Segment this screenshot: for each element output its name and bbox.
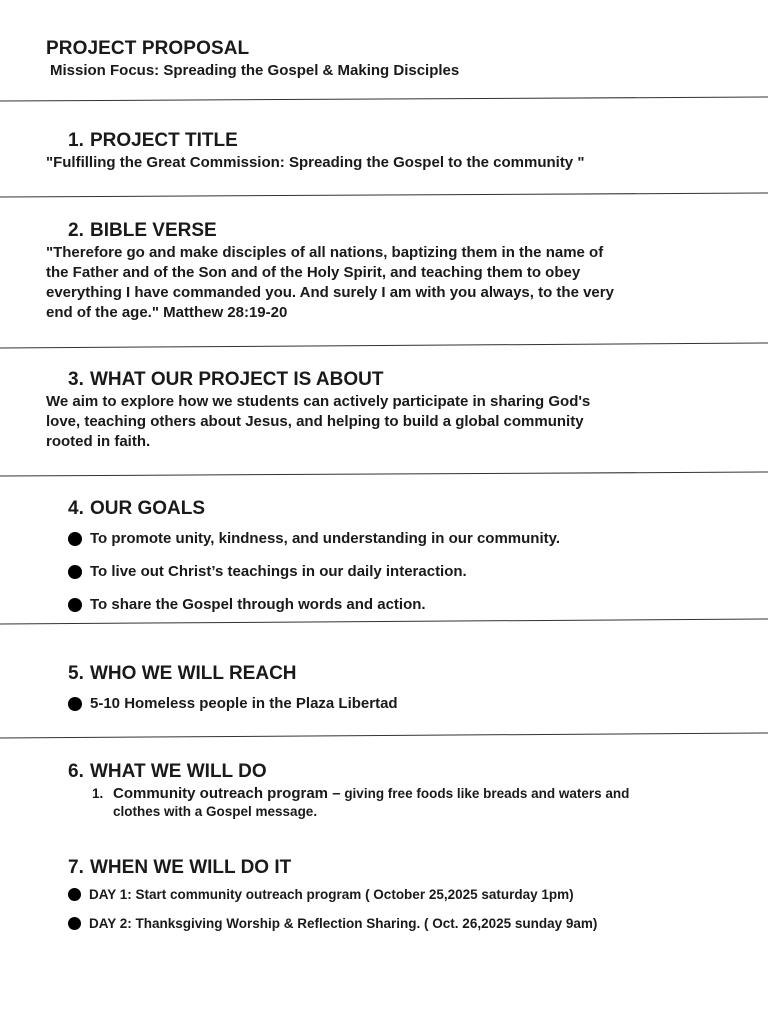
list-item bbox=[68, 563, 467, 580]
section-number: 2. bbox=[68, 220, 84, 241]
section-heading-who-we-reach bbox=[68, 663, 297, 685]
bullet-dot-icon bbox=[68, 888, 81, 901]
section-heading-label: OUR GOALS bbox=[90, 498, 206, 519]
section-divider bbox=[0, 618, 768, 626]
section-number: 3. bbox=[68, 369, 84, 390]
bullet-dot-icon bbox=[68, 917, 81, 930]
bullet-dot-icon bbox=[68, 598, 82, 612]
section-divider bbox=[0, 342, 768, 350]
text-line: love, teaching others about Jesus, and helping to build a global community bbox=[46, 413, 584, 430]
section-divider bbox=[0, 471, 768, 479]
document-title: PROJECT PROPOSAL bbox=[46, 38, 250, 59]
list-item bbox=[68, 530, 560, 547]
section-heading-bible-verse bbox=[68, 220, 217, 242]
text-line: We aim to explore how we students can actively participate in sharing God's bbox=[46, 393, 591, 410]
list-item-text: DAY 2: Thanksgiving Worship & Reflection Sharing. ( Oct. 26,2025 sunday 9am) bbox=[89, 916, 598, 931]
section-number: 7. bbox=[68, 857, 84, 878]
list-item bbox=[68, 887, 574, 902]
item-detail: giving free foods like breads and waters and bbox=[344, 786, 630, 801]
section-number: 6. bbox=[68, 761, 84, 782]
item-label: Community outreach program – bbox=[113, 785, 341, 802]
list-item-text: 5-10 Homeless people in the Plaza Libertad bbox=[90, 695, 398, 712]
text-line: end of the age." Matthew 28:19-20 bbox=[46, 304, 288, 321]
item-detail-continued: clothes with a Gospel message. bbox=[113, 804, 318, 819]
bullet-dot-icon bbox=[68, 565, 82, 579]
section-heading-our-goals bbox=[68, 498, 205, 520]
section-heading-when-we-do-it bbox=[68, 857, 291, 879]
list-item-text: To live out Christ’s teachings in our daily interaction. bbox=[90, 563, 467, 580]
section-number: 5. bbox=[68, 663, 84, 684]
section-heading-label: WHAT OUR PROJECT IS ABOUT bbox=[90, 369, 384, 390]
bullet-dot-icon bbox=[68, 532, 82, 546]
section-heading-project-about bbox=[68, 369, 383, 391]
text-line: "Therefore go and make disciples of all nations, baptizing them in the name of bbox=[46, 244, 604, 261]
section-number: 1. bbox=[68, 130, 84, 151]
text-line: the Father and of the Son and of the Holy Spirit, and teaching them to obey bbox=[46, 264, 581, 281]
section-heading-label: WHO WE WILL REACH bbox=[90, 663, 297, 684]
list-item bbox=[68, 695, 398, 712]
bible-verse-text bbox=[46, 243, 736, 323]
section-divider bbox=[0, 96, 768, 104]
section-heading-project-title bbox=[68, 130, 238, 152]
bullet-dot-icon bbox=[68, 697, 82, 711]
section-heading-label: BIBLE VERSE bbox=[90, 220, 217, 241]
list-item bbox=[68, 596, 426, 613]
numbered-list-item bbox=[92, 785, 732, 821]
list-item-text: To share the Gospel through words and action. bbox=[90, 596, 426, 613]
text-line: rooted in faith. bbox=[46, 433, 151, 450]
project-title-text: "Fulfilling the Great Commission: Spreading the Gospel to the community " bbox=[46, 154, 585, 171]
project-about-text bbox=[46, 392, 736, 452]
section-heading-what-we-do bbox=[68, 761, 267, 783]
section-heading-label: WHEN WE WILL DO IT bbox=[90, 857, 292, 878]
section-divider bbox=[0, 732, 768, 740]
list-item bbox=[68, 916, 597, 931]
list-item-text: DAY 1: Start community outreach program ( October 25,2025 saturday 1pm) bbox=[89, 887, 574, 902]
text-line: everything I have commanded you. And surely I am with you always, to the very bbox=[46, 284, 614, 301]
section-number: 4. bbox=[68, 498, 84, 519]
document-subtitle: Mission Focus: Spreading the Gospel & Making Disciples bbox=[50, 62, 460, 79]
section-heading-label: PROJECT TITLE bbox=[90, 130, 238, 151]
section-divider bbox=[0, 192, 768, 200]
section-heading-label: WHAT WE WILL DO bbox=[90, 761, 267, 782]
item-number: 1. bbox=[92, 786, 104, 801]
list-item-text: To promote unity, kindness, and understanding in our community. bbox=[90, 530, 561, 547]
